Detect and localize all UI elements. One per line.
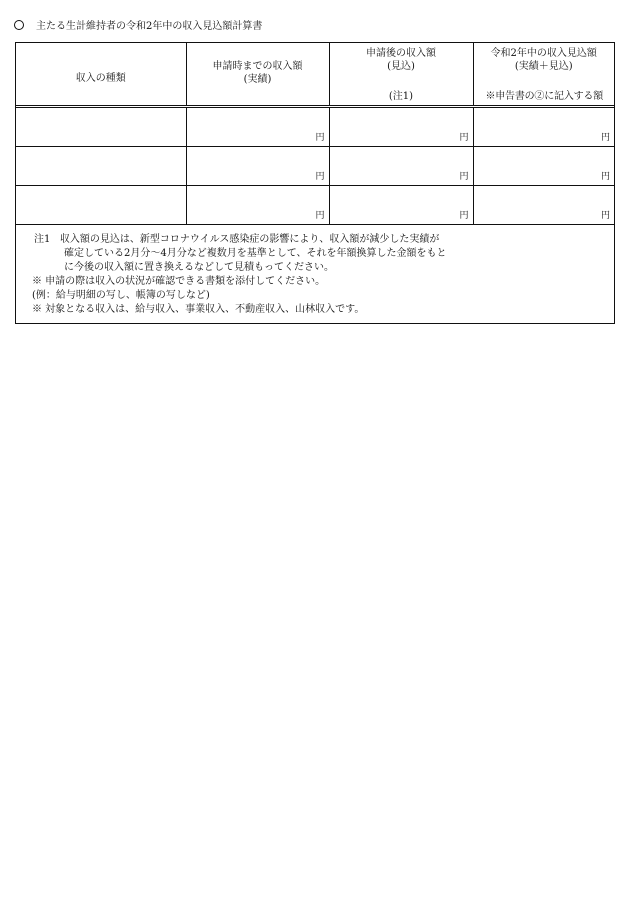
note1-line2: 確定している2月分～4月分など複数月を基準として、それを年額換算した金額をもと (64, 248, 447, 259)
table-row (16, 107, 614, 147)
header-annual-forecast: 令和2年中の収入見込額 (実績＋見込) ※申告書の②に記入する額 (473, 43, 614, 107)
calculation-form (15, 42, 615, 324)
forecast-amount-cell[interactable] (329, 147, 473, 186)
total-amount-cell[interactable] (473, 186, 614, 225)
yen-unit: 円 (315, 133, 325, 143)
total-amount-cell[interactable] (473, 147, 614, 186)
table-row (16, 186, 614, 225)
income-table (16, 43, 614, 225)
yen-unit: 円 (459, 211, 469, 221)
attach-note: ※ 申請の際は収入の状況が確認できる書類を添付してください。 (32, 276, 326, 287)
income-type-cell[interactable] (16, 147, 186, 186)
yen-unit: 円 (459, 133, 469, 143)
income-type-cell[interactable] (16, 107, 186, 147)
yen-unit: 円 (315, 172, 325, 182)
header-forecast-income: 申請後の収入額 (見込) (注1) (329, 43, 473, 107)
total-amount-cell[interactable] (473, 107, 614, 147)
table-header-row (16, 43, 614, 107)
income-type-cell[interactable] (16, 186, 186, 225)
table-row (16, 147, 614, 186)
note1-label: 注1 (34, 234, 51, 245)
yen-unit: 円 (315, 211, 325, 221)
scope-note: ※ 対象となる収入は、給与収入、事業収入、不動産収入、山林収入です。 (32, 304, 365, 315)
note1-line1: 注1 収入額の見込は、新型コロナウイルス感染症の影響により、収入額が減少した実績が (34, 234, 440, 245)
header-annual-note: ※申告書の②に記入する額 (485, 91, 604, 102)
forecast-amount-cell[interactable] (329, 107, 473, 147)
form-title-text: 主たる生計維持者の令和2年中の収入見込額計算書 (36, 21, 263, 32)
yen-unit: 円 (600, 211, 610, 221)
note1-line3: に今後の収入額に置き換えるなどして見積もってください。 (64, 262, 334, 273)
form-title (14, 17, 262, 32)
actual-amount-cell[interactable] (186, 107, 329, 147)
forecast-amount-cell[interactable] (329, 186, 473, 225)
notes-section (16, 229, 614, 317)
actual-amount-cell[interactable] (186, 186, 329, 225)
yen-unit: 円 (600, 133, 610, 143)
yen-unit: 円 (600, 172, 610, 182)
header-note-ref: (注1) (388, 91, 414, 102)
circle-marker-icon (14, 20, 24, 30)
header-income-type: 収入の種類 (16, 43, 186, 107)
actual-amount-cell[interactable] (186, 147, 329, 186)
header-actual-income: 申請時までの収入額 (実績) (186, 43, 329, 107)
example-note: (例：給与明細の写し、帳簿の写しなど) (32, 290, 210, 301)
yen-unit: 円 (459, 172, 469, 182)
